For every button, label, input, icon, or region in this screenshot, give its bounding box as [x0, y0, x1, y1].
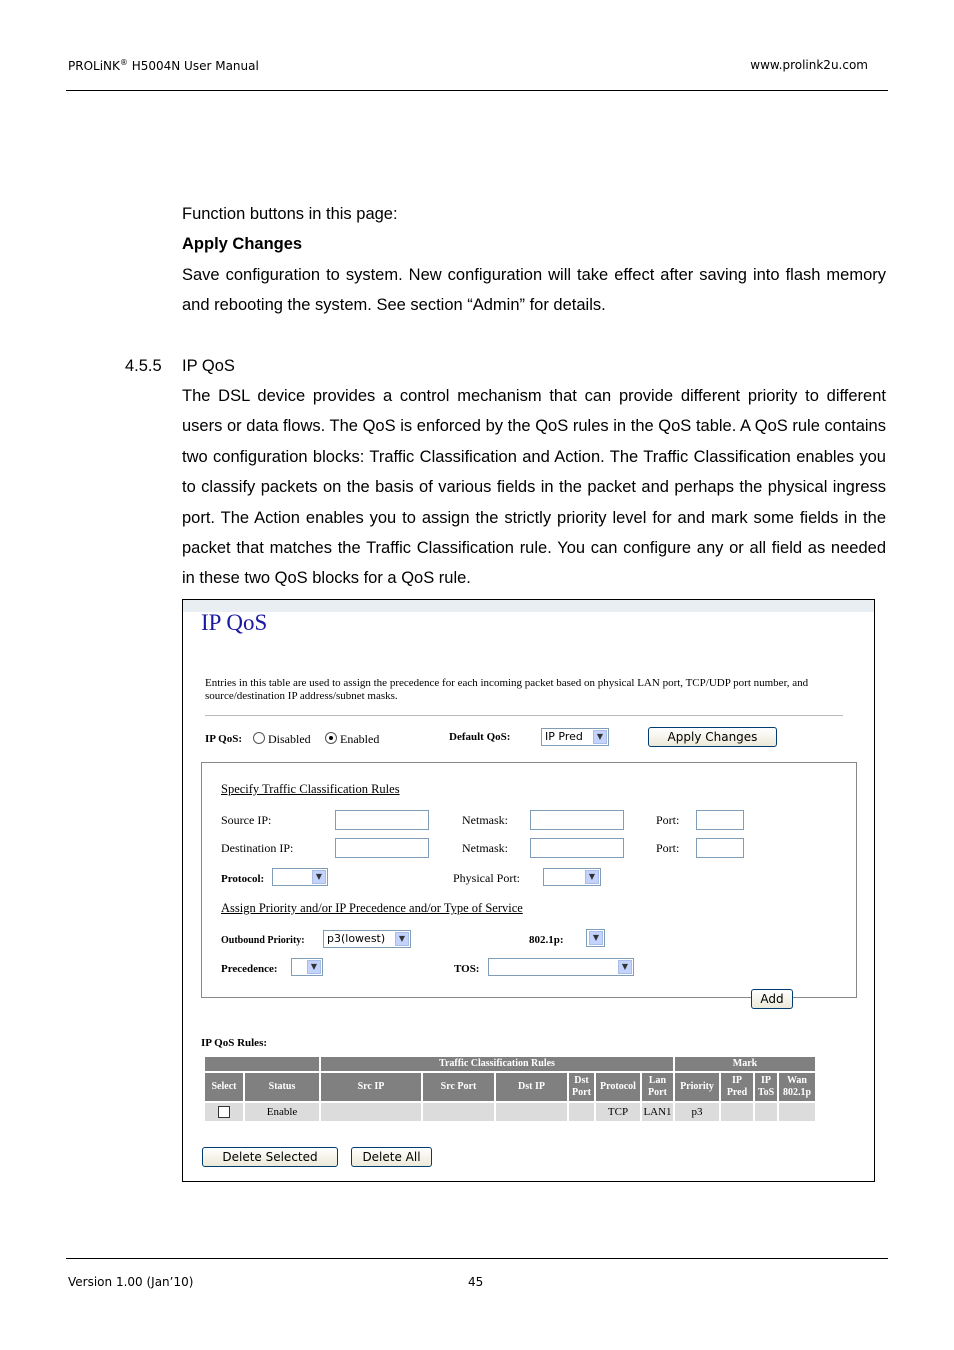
destination-port-input[interactable]	[696, 838, 744, 858]
row-protocol: TCP	[596, 1103, 640, 1121]
row-priority: p3	[675, 1103, 719, 1121]
dot1p-select[interactable]	[586, 929, 605, 947]
section-number: 4.5.5	[125, 357, 162, 375]
footer-rule	[66, 1258, 888, 1259]
footer-version: Version 1.00 (Jan’10)	[68, 1275, 194, 1289]
qos-rules-table	[203, 1055, 817, 1123]
col-src-port: Src Port	[423, 1073, 494, 1101]
row-dst-ip	[496, 1103, 567, 1121]
row-src-ip	[321, 1103, 421, 1121]
table-row	[205, 1103, 815, 1121]
outbound-priority-select[interactable]	[323, 930, 411, 948]
default-qos-select[interactable]	[541, 728, 609, 746]
section-body: The DSL device provides a control mechanism that can provide different priority to different users or data flows. The QoS is enforced by the QoS rules in the QoS table. A QoS rule contains two configuration blocks: Traffic Classification and Action. The Traffic Classification enables you to classify packets on the basis of various fields in the packet and perhaps the physical ingress port. The Action enables you to assign the strictly priority level for and mark some fields in the packet that matches the Traffic Classification rule. You can configure any or all field as needed in these two QoS blocks for a QoS rule.	[182, 387, 886, 588]
chevron-down-icon: ▼	[395, 932, 409, 946]
row-ip-pred	[721, 1103, 753, 1121]
radio-enabled[interactable]	[325, 732, 379, 747]
destination-netmask-label: Netmask:	[462, 841, 508, 855]
page-title: IP QoS	[201, 610, 268, 635]
destination-ip-input[interactable]	[335, 838, 429, 858]
source-port-label: Port:	[656, 813, 680, 827]
default-qos-value: IP Pred	[545, 730, 583, 743]
destination-netmask-input[interactable]	[530, 838, 624, 858]
default-qos-label: Default QoS:	[449, 731, 511, 743]
col-protocol: Protocol	[596, 1073, 640, 1101]
screenshot-topbar	[183, 600, 874, 612]
col-src-ip: Src IP	[321, 1073, 421, 1101]
radio-disabled[interactable]	[253, 732, 311, 747]
intro-text: Function buttons in this page:	[182, 205, 398, 223]
protocol-select[interactable]	[272, 868, 328, 886]
chevron-down-icon: ▼	[589, 931, 603, 945]
col-dst-port: Dst Port	[569, 1073, 594, 1101]
rules-label: IP QoS Rules:	[201, 1037, 268, 1049]
divider	[205, 715, 843, 716]
apply-description: Save configuration to system. New configuration will take effect after saving into flash memory and rebooting the system. See section “Admin” for details.	[182, 266, 886, 315]
row-checkbox[interactable]	[218, 1106, 230, 1118]
source-netmask-input[interactable]	[530, 810, 624, 830]
header-title: PROLiNK® H5004N User Manual	[68, 58, 259, 73]
chevron-down-icon: ▼	[307, 960, 321, 974]
precedence-label: Precedence:	[221, 963, 278, 975]
outbound-priority-value: p3(lowest)	[327, 932, 386, 945]
tos-label: TOS:	[454, 963, 480, 975]
row-lan-port: LAN1	[642, 1103, 673, 1121]
destination-ip-label: Destination IP:	[221, 841, 294, 855]
group-mark: Mark	[675, 1057, 815, 1071]
delete-all-button[interactable]: Delete All	[351, 1147, 432, 1167]
source-ip-input[interactable]	[335, 810, 429, 830]
source-ip-label: Source IP:	[221, 813, 272, 827]
radio-enabled-label: Enabled	[340, 732, 380, 746]
row-src-port	[423, 1103, 494, 1121]
row-ip-tos	[755, 1103, 777, 1121]
row-wan-1p	[779, 1103, 815, 1121]
apply-changes-button[interactable]: Apply Changes	[648, 727, 777, 747]
header-url: www.prolink2u.com	[750, 58, 868, 72]
header-rule	[66, 90, 888, 91]
add-button[interactable]: Add	[751, 989, 793, 1009]
section-title: IP QoS	[182, 357, 235, 375]
precedence-select[interactable]	[291, 958, 323, 976]
ip-qos-screenshot	[182, 599, 875, 1182]
row-dst-port	[569, 1103, 594, 1121]
group-traffic: Traffic Classification Rules	[321, 1057, 673, 1071]
dot1p-label: 802.1p:	[529, 934, 564, 946]
source-netmask-label: Netmask:	[462, 813, 508, 827]
physical-port-select[interactable]	[543, 868, 601, 886]
group-empty	[205, 1057, 319, 1071]
chevron-down-icon: ▼	[593, 730, 607, 744]
chevron-down-icon: ▼	[312, 870, 326, 884]
destination-port-label: Port:	[656, 841, 680, 855]
tos-select[interactable]	[488, 958, 634, 976]
classification-fieldset	[201, 762, 857, 998]
page-number: 45	[468, 1275, 484, 1289]
source-port-input[interactable]	[696, 810, 744, 830]
page-description: Entries in this table are used to assign the precedence for each incoming packet based on physical LAN port, TCP/UDP port number, and source/destination IP address/subnet masks.	[205, 677, 809, 702]
col-lan-port: Lan Port	[642, 1073, 673, 1101]
chevron-down-icon: ▼	[585, 870, 599, 884]
col-ip-tos: IP ToS	[755, 1073, 777, 1101]
radio-disabled-label: Disabled	[268, 732, 311, 746]
col-priority: Priority	[675, 1073, 719, 1101]
col-select: Select	[205, 1073, 243, 1101]
row-select-cell[interactable]	[205, 1103, 243, 1121]
protocol-label: Protocol:	[221, 873, 265, 885]
col-wan-1p: Wan 802.1p	[779, 1073, 815, 1101]
delete-selected-button[interactable]: Delete Selected	[202, 1147, 338, 1167]
ipqos-label: IP QoS:	[205, 733, 242, 745]
col-status: Status	[245, 1073, 319, 1101]
chevron-down-icon: ▼	[618, 960, 632, 974]
col-dst-ip: Dst IP	[496, 1073, 567, 1101]
apply-heading: Apply Changes	[182, 235, 303, 253]
outbound-priority-label: Outbound Priority:	[221, 935, 305, 946]
assign-heading: Assign Priority and/or IP Precedence and/or Type of Service	[221, 901, 523, 915]
radio-disabled-icon[interactable]	[253, 732, 265, 744]
physical-port-label: Physical Port:	[453, 871, 521, 885]
col-ip-pred: IP Pred	[721, 1073, 753, 1101]
radio-enabled-icon[interactable]	[325, 732, 337, 744]
classify-heading: Specify Traffic Classification Rules	[221, 782, 400, 796]
row-status: Enable	[245, 1103, 319, 1121]
